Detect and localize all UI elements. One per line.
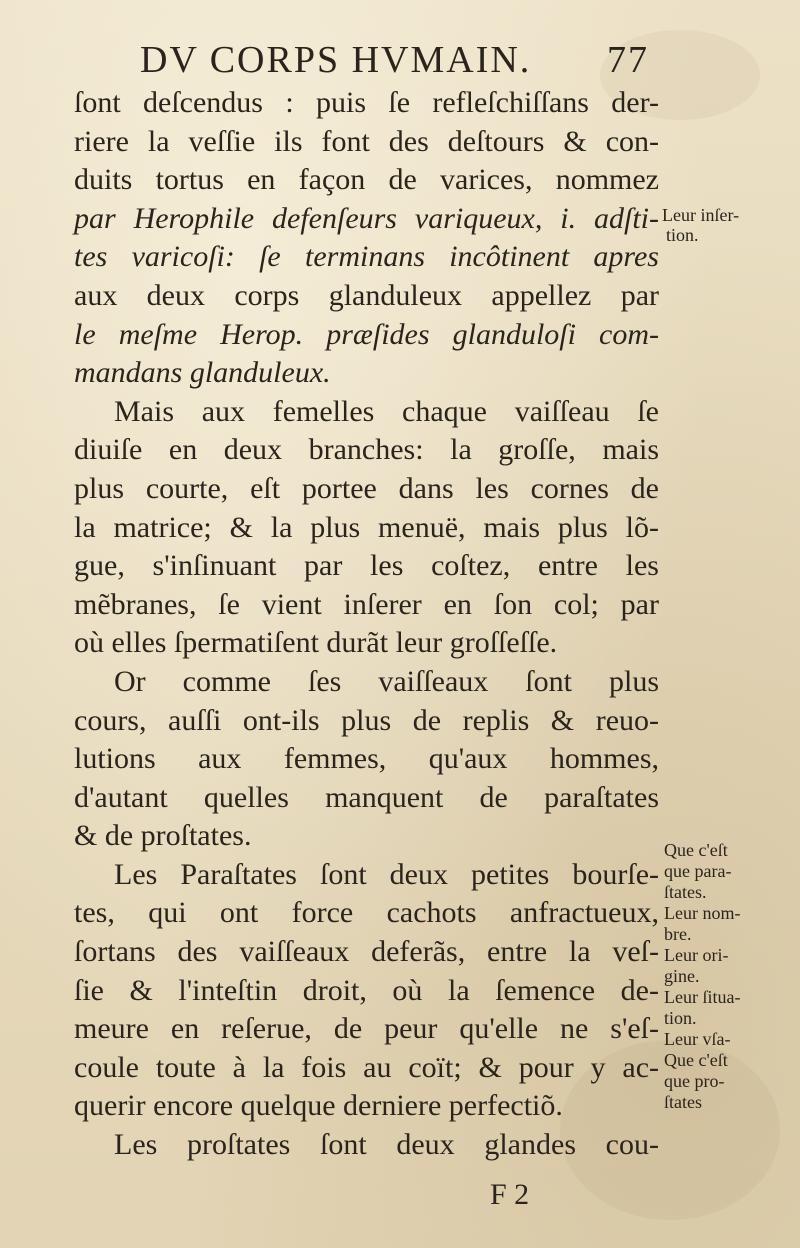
text-line: par Herophile defenſeurs variqueux, i. adſti-: [74, 201, 659, 235]
margin-note-line: tion.: [664, 1008, 697, 1028]
text-line: tes varicoſi: ſe terminans incôtinent apres: [74, 240, 659, 274]
margin-note-line: Leur vſa-: [664, 1029, 731, 1049]
text-line: meure en reſerue, de peur qu'elle ne s'eſ-: [74, 1012, 659, 1046]
text-line: ſie & l'inteſtin droit, où la ſemence de-: [74, 973, 659, 1007]
text-line: lutions aux femmes, qu'aux hommes,: [74, 742, 659, 776]
text-line: la matrice; & la plus menuë, mais plus lõ-: [74, 510, 659, 544]
text-line: mandans glanduleux.: [74, 356, 331, 390]
body-text: [74, 84, 659, 1165]
text-line: ſortans des vaiſſeaux deferãs, entre la veſ-: [74, 935, 659, 969]
margin-note-line: Leur ori-: [664, 945, 729, 965]
margin-note-line: que para-: [664, 861, 732, 881]
running-header: [140, 38, 660, 88]
text-line: querir encore quelque derniere perfectiõ.: [74, 1089, 563, 1123]
text-line: Les proſtates ſont deux glandes cou-: [114, 1128, 659, 1162]
margin-notes-parastates: [664, 840, 740, 1113]
margin-note-line: tion.: [666, 225, 699, 245]
text-line: diuiſe en deux branches: la groſſe, mais: [74, 433, 659, 467]
text-line: gue, s'inſinuant par les coſtez, entre les: [74, 549, 659, 583]
text-line: mẽbranes, ſe vient inſerer en ſon col; par: [74, 587, 659, 621]
text-line: duits tortus en façon de varices, nommez: [74, 163, 659, 197]
margin-note-line: Que c'eſt: [664, 1050, 728, 1070]
text-line: où elles ſpermatiſent durãt leur groſſeſſe.: [74, 626, 558, 660]
text-line: aux deux corps glanduleux appellez par: [74, 278, 659, 312]
margin-note-line: Leur ſitua-: [664, 987, 741, 1007]
margin-note-line: Leur inſer-: [662, 205, 740, 225]
margin-note-line: bre.: [664, 924, 692, 944]
text-line: Les Paraſtates ſont deux petites bourſe-: [114, 857, 659, 891]
page-number: 77: [607, 39, 649, 81]
text-line: d'autant quelles manquent de paraſtates: [74, 780, 659, 814]
text-line: riere la veſſie ils font des deſtours & con-: [74, 124, 659, 158]
running-title: DV CORPS HVMAIN.: [140, 39, 532, 81]
margin-note-line: Que c'eſt: [664, 840, 728, 860]
text-line: Mais aux femelles chaque vaiſſeau ſe: [114, 394, 659, 428]
text-line: Or comme ſes vaiſſeaux ſont plus: [114, 664, 659, 698]
text-line: & de proſtates.: [74, 819, 252, 853]
signature-mark: F 2: [490, 1178, 530, 1211]
margin-note-line: Leur nom-: [664, 903, 741, 923]
margin-note-insertion: [662, 205, 739, 245]
margin-note-line: que pro-: [664, 1071, 725, 1091]
text-line: plus courte, eſt portee dans les cornes de: [74, 471, 659, 505]
text-line: coule toute à la fois au coït; & pour y ac-: [74, 1050, 659, 1084]
text-line: le meſme Herop. præſides glanduloſi com-: [74, 317, 659, 351]
text-line: cours, auſſi ont-ils plus de replis & reuo-: [74, 703, 659, 737]
text-line: ſont deſcendus : puis ſe refleſchiſſans der-: [74, 86, 659, 119]
text-line: tes, qui ont force cachots anfractueux,: [74, 896, 659, 930]
margin-note-line: ſtates: [664, 1092, 702, 1112]
margin-note-line: ſtates.: [664, 882, 707, 902]
margin-note-line: gine.: [664, 966, 700, 986]
